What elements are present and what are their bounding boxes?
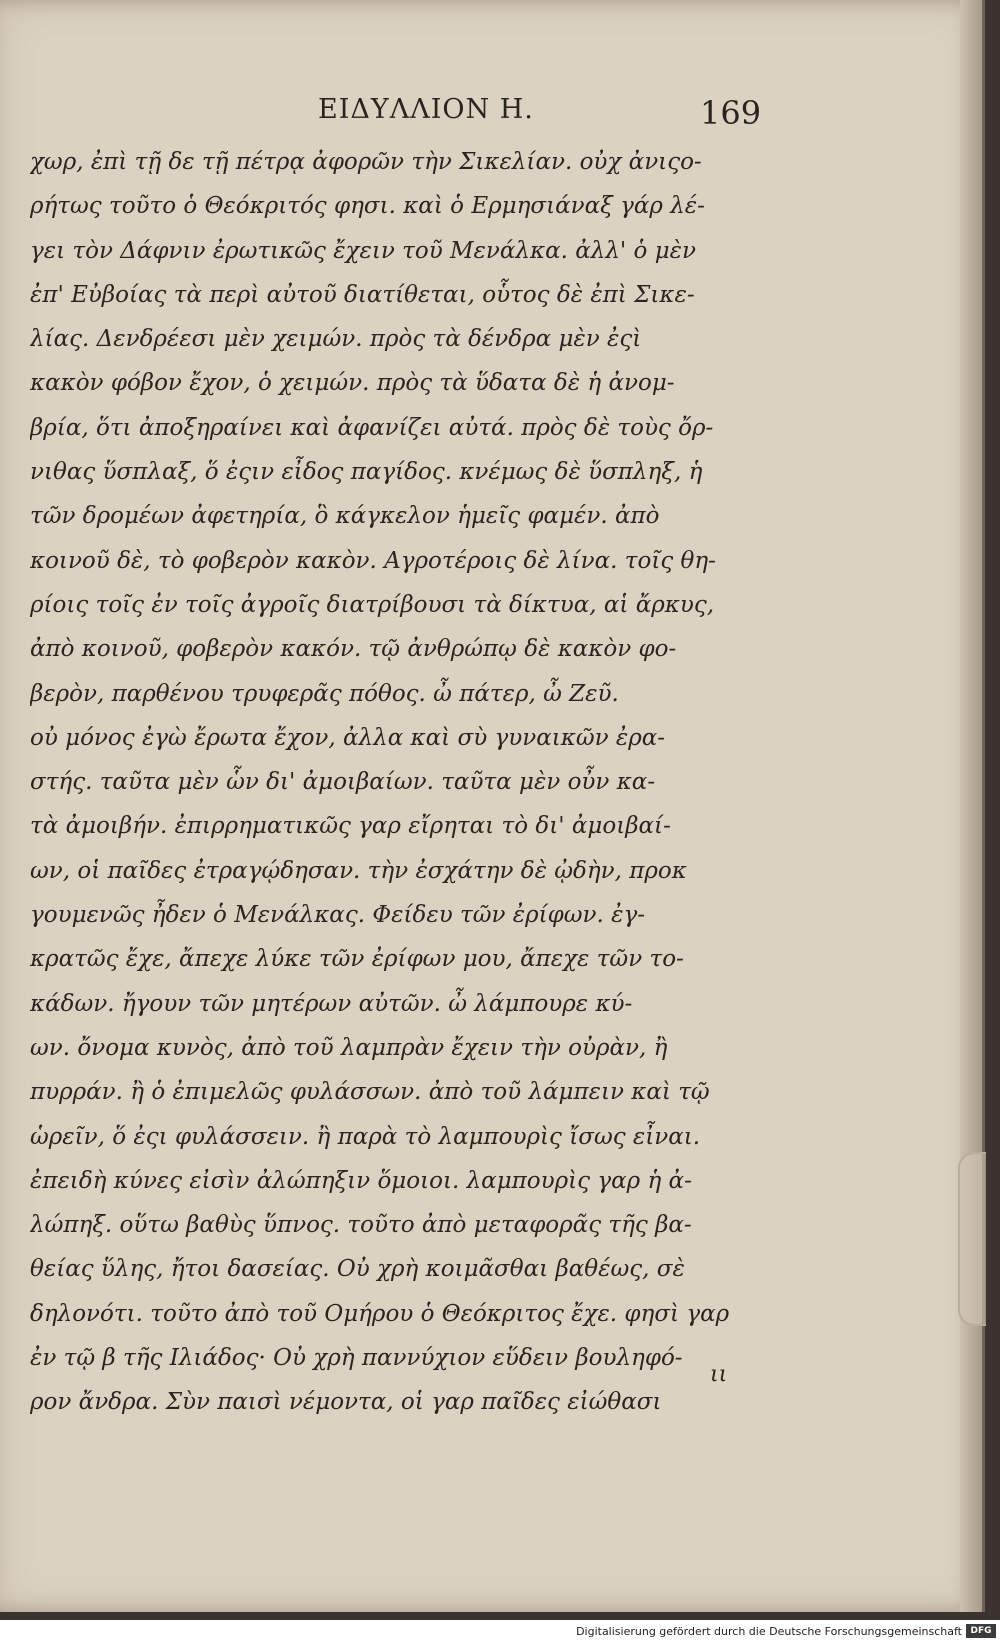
running-head: ΕΙΔΥΛΛΙΟΝ Η. [318,94,534,125]
text-line: λίας. Δενδρέεσι μὲν χειμών. πρὸς τὰ δένδρα μὲν ἐςὶ [30,326,642,353]
text-line: κακὸν φόβον ἔχον, ὁ χειμών. πρὸς τὰ ὕδατα δὲ ἡ ἀνομ- [30,370,675,397]
text-line: χωρ, ἐπὶ τῇ δε τῇ πέτρᾳ ἀφορῶν τὴν Σικελίαν. οὐχ ἀνιςο- [30,149,702,175]
text-line: ἀπὸ κοινοῦ, φοβερὸν κακόν. τῷ ἀνθρώπῳ δὲ κακὸν φο- [30,636,677,663]
footer-bar [0,1622,1000,1642]
page-header [0,94,982,142]
text-line: δηλονότι. τοῦτο ἀπὸ τοῦ Ομήρου ὁ Θεόκριτος ἔχε. φησὶ γαρ [30,1300,730,1327]
page-clip [958,1152,986,1326]
text-line: γει τὸν Δάφνιν ἐρωτικῶς ἔχειν τοῦ Μενάλκα. ἀλλ' ὁ μὲν [30,237,696,264]
text-line: ἐπ' Εὐβοίας τὰ περὶ αὐτοῦ διατίθεται, οὗτος δὲ ἐπὶ Σικε- [30,281,695,308]
text-line: τῶν δρομέων ἀφετηρία, ὃ κάγκελον ἡμεῖς φαμέν. ἀπὸ [30,503,660,530]
text-line: στής. ταῦτα μὲν ὧν δι' ἀμοιβαίων. ταῦτα μὲν οὖν κα- [30,769,656,796]
text-line: πυρράν. ἢ ὁ ἐπιμελῶς φυλάσσων. ἀπὸ τοῦ λάμπειν καὶ τῷ [30,1079,710,1106]
text-line: κάδων. ἤγουν τῶν μητέρων αὐτῶν. ὦ λάμπουρε κύ- [30,990,633,1017]
digitization-credit: Digitalisierung gefördert durch die Deutsche Forschungsgemeinschaft [576,1625,962,1638]
text-line: τὰ ἀμοιβήν. ἐπιρρηματικῶς γαρ εἴρηται τὸ δι' ἀμοιβαί- [30,813,671,840]
text-line: ρον ἄνδρα. Σὺν παισὶ νέμοντα, οἱ γαρ παῖδες εἰώθασι [30,1389,662,1416]
text-line: ων, οἱ παῖδες ἐτραγῴδησαν. τὴν ἐσχάτην δὲ ᾠδὴν, προκ [30,857,687,884]
text-line: ὡρεῖν, ὅ ἐςι φυλάσσειν. ἢ παρὰ τὸ λαμπουρὶς ἴσως εἶναι. [30,1123,701,1150]
text-line: ρίοις τοῖς ἐν τοῖς ἀγροῖς διατρίβουσι τὰ δίκτυα, αἱ ἄρκυς, [30,591,715,618]
text-line: ρήτως τοῦτο ὁ Θεόκριτός φησι. καὶ ὁ Ερμησιάναξ γάρ λέ- [30,193,705,220]
dfg-logo: DFG [966,1624,996,1638]
text-line: βρία, ὅτι ἀποξηραίνει καὶ ἀφανίζει αὐτά. πρὸς δὲ τοὺς ὄρ- [30,414,714,441]
text-line: νιθας ὕσπλαξ, ὅ ἐςιν εἶδος παγίδος. κνέμως δὲ ὕσπληξ, ἡ [30,459,703,486]
text-line: οὐ μόνος ἐγὼ ἔρωτα ἔχον, ἀλλα καὶ σὺ γυναικῶν ἐρα- [30,724,666,751]
signature-mark: ιι [710,1362,728,1387]
text-line: ων. ὄνομα κυνὸς, ἀπὸ τοῦ λαμπρὰν ἔχειν τὴν οὐρὰν, ἢ [30,1034,668,1061]
text-line: κρατῶς ἔχε, ἄπεχε λύκε τῶν ἐρίφων μου, ἄπεχε τῶν το- [30,946,684,973]
text-line: ἐν τῷ β τῆς Ιλιάδος· Οὐ χρὴ παννύχιον εὕδειν βουληφό- [30,1345,683,1372]
text-line: βερὸν, παρθένου τρυφερᾶς πόθος. ὦ πάτερ, ὦ Ζεῦ. [30,680,619,707]
text-line: γουμενῶς ἦδεν ὁ Μενάλκας. Φείδευ τῶν ἐρίφων. ἐγ- [30,902,645,929]
text-line: θείας ὕλης, ἤτοι δασείας. Οὐ χρὴ κοιμᾶσθαι βαθέως, σὲ [30,1256,685,1283]
page-edge [960,0,982,1612]
page-number: 169 [700,94,762,132]
text-line: ἐπειδὴ κύνες εἰσὶν ἀλώπηξιν ὅμοιοι. λαμπουρὶς γαρ ἡ ἀ- [30,1167,692,1194]
text-block [30,140,770,1425]
text-line: κοινοῦ δὲ, τὸ φοβερὸν κακὸν. Αγροτέροις δὲ λίνα. τοῖς θη- [30,547,716,574]
text-line: λώπηξ. οὕτω βαθὺς ὕπνος. τοῦτο ἀπὸ μεταφορᾶς τῆς βα- [30,1212,692,1239]
